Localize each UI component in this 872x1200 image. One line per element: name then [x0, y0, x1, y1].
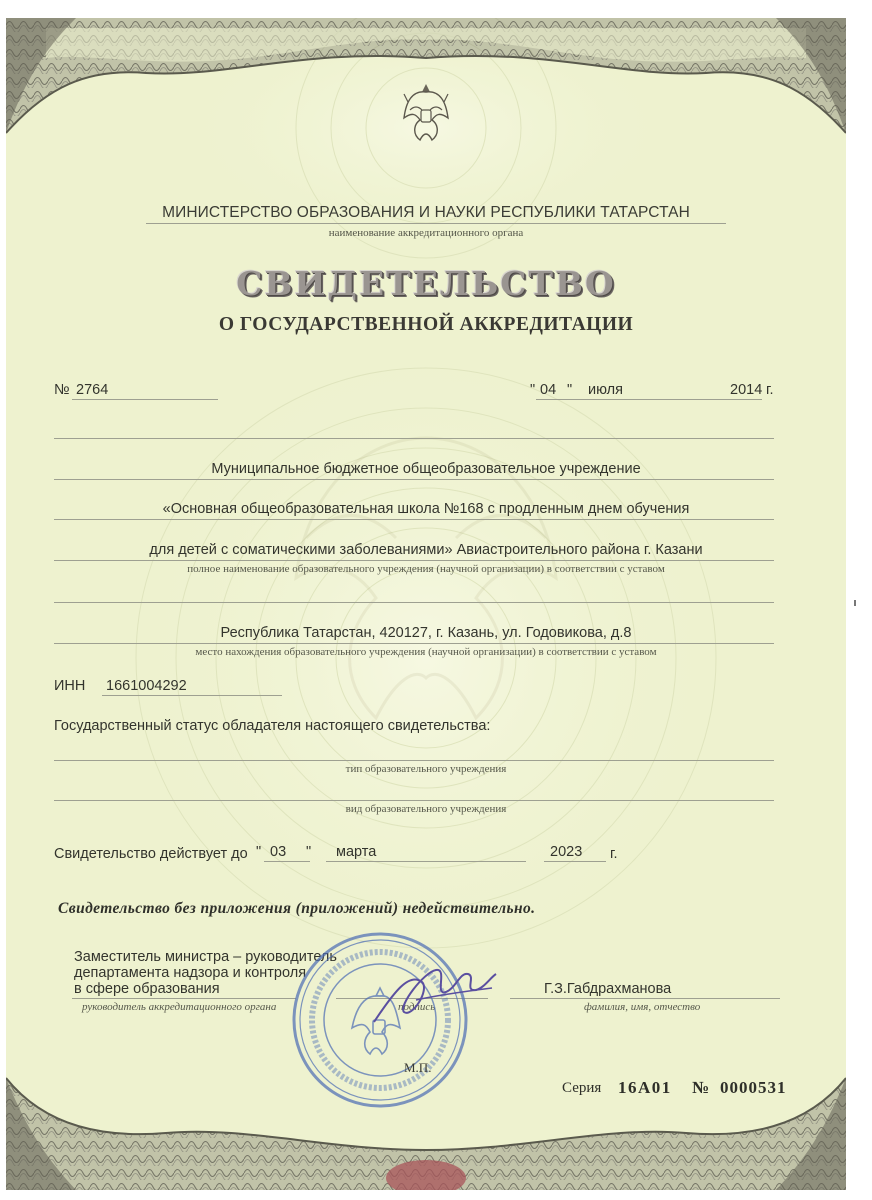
validity-quote-close: " [306, 844, 312, 860]
signer-position-line-2: департамента надзора и контроля [74, 965, 307, 981]
signature-caption: подпись [398, 1001, 436, 1013]
issue-date-quote-close: " [567, 382, 573, 398]
validity-year: 2023 [550, 844, 583, 860]
status-kind-underline [54, 800, 774, 801]
number-value: 2764 [76, 382, 109, 398]
status-type-caption: тип образовательного учреждения [345, 763, 507, 775]
signer-position-underline [72, 998, 296, 999]
number-label: № [54, 382, 70, 398]
inn-value: 1661004292 [106, 678, 187, 694]
series-number-label: № [692, 1078, 710, 1097]
validity-suffix: г. [610, 846, 618, 862]
signer-position-line-3: в сфере образования [74, 981, 220, 997]
validity-notice: Свидетельство без приложения (приложений) недействительно. [58, 900, 536, 917]
status-label: Государственный статус обладателя настоящего свидетельства: [54, 718, 491, 734]
address-caption: место нахождения образовательного учреждения (научной организации) в соответствии с уставом [195, 646, 657, 658]
number-underline [72, 399, 218, 400]
issue-date-underline [536, 399, 762, 400]
validity-label: Свидетельство действует до [54, 846, 248, 862]
series-value: 16А01 [618, 1078, 672, 1097]
org-underline-1 [54, 479, 774, 480]
status-type-underline [54, 760, 774, 761]
stamp-place-mark: М.П. [404, 1060, 432, 1075]
issue-date-day: 04 [540, 382, 557, 398]
document-subtitle: О ГОСУДАРСТВЕННОЙ АККРЕДИТАЦИИ [218, 314, 634, 335]
validity-month: марта [336, 844, 377, 860]
series-number: 0000531 [720, 1078, 787, 1097]
org-caption: полное наименование образовательного учреждения (научной организации) в соответствии с уставом [187, 563, 665, 575]
address-underline [54, 643, 774, 644]
ministry-name: МИНИСТЕРСТВО ОБРАЗОВАНИЯ И НАУКИ РЕСПУБЛИКИ ТАТАРСТАН [162, 204, 690, 221]
org-name-line-3: для детей с соматическими заболеваниями» Авиастроительного района г. Казани [149, 542, 703, 558]
inn-underline [102, 695, 282, 696]
issue-date-suffix: г. [766, 382, 774, 398]
inn-label: ИНН [54, 678, 86, 694]
certificate-sheet [6, 18, 846, 1190]
org-underline-3 [54, 560, 774, 561]
signer-name-caption: фамилия, имя, отчество [584, 1001, 701, 1013]
validity-month-underline [326, 861, 526, 862]
blank-line-1 [54, 438, 774, 439]
org-name-line-2: «Основная общеобразовательная школа №168 с продленным днем обучения [162, 501, 690, 517]
issue-date-month: июля [588, 382, 623, 398]
validity-day: 03 [270, 844, 287, 860]
issue-date-year: 2014 [730, 382, 763, 398]
signer-position-caption: руководитель аккредитационного органа [82, 1001, 277, 1013]
document-title: СВИДЕТЕЛЬСТВО [236, 264, 616, 303]
ministry-underline [146, 223, 726, 224]
ministry-caption: наименование аккредитационного органа [328, 227, 524, 239]
status-kind-caption: вид образовательного учреждения [345, 803, 507, 815]
validity-day-underline [264, 861, 310, 862]
validity-year-underline [544, 861, 606, 862]
signer-name-underline [510, 998, 780, 999]
issue-date-quote-open: " [530, 382, 536, 398]
series-label: Серия [562, 1080, 602, 1096]
scan-speck [854, 600, 856, 606]
validity-quote-open: " [256, 844, 262, 860]
org-name-line-1: Муниципальное бюджетное общеобразовательное учреждение [211, 461, 641, 477]
signer-position-line-1: Заместитель министра – руководитель [74, 949, 337, 965]
signer-name: Г.З.Габдрахманова [544, 981, 672, 997]
address-value: Республика Татарстан, 420127, г. Казань, ул. Годовикова, д.8 [220, 625, 632, 641]
blank-line-2 [54, 602, 774, 603]
org-underline-2 [54, 519, 774, 520]
handwritten-signature-icon [364, 952, 504, 1032]
